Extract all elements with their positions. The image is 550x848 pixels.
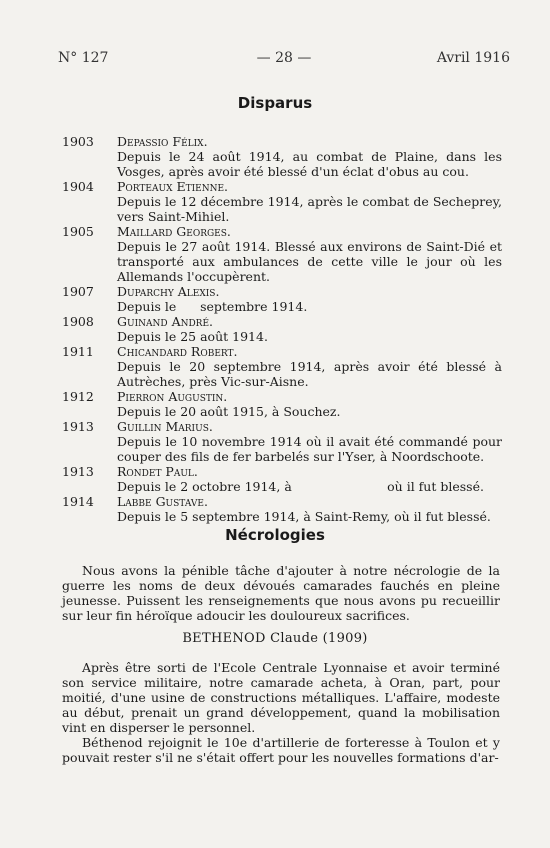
entry-description: Depuis le 20 août 1915, à Souchez.	[117, 404, 341, 419]
entry-description: Depuis le 10 novembre 1914 où il avait été commandé pour couper des fils de fer barbelés sur l'Yser, à Noordschoote.	[117, 434, 506, 464]
disparus-entry	[62, 419, 506, 464]
entry-name: Maillard Georges.	[117, 224, 231, 239]
disparus-entry	[62, 284, 502, 314]
entry-description: Depuis le 25 août 1914.	[117, 329, 268, 344]
disparus-entry	[62, 464, 502, 494]
disparus-entry	[62, 494, 502, 524]
page-number: — 28 —	[256, 50, 312, 66]
entry-year: 1911	[62, 344, 94, 359]
entry-name: Duparchy Alexis.	[117, 284, 220, 299]
entry-name: Pierron Augustin.	[117, 389, 228, 404]
bethenod-paragraph-2: Béthenod rejoignit le 10e d'artillerie de forteresse à Toulon et y pouvait rester s'il ne s'était offert pour les nouvelles formations d'ar-	[62, 735, 500, 765]
entry-heading-row	[62, 419, 502, 434]
entry-heading-row	[62, 344, 502, 359]
entry-year: 1908	[62, 314, 94, 329]
person-heading: BETHENOD Claude (1909)	[182, 631, 368, 646]
entry-description: Depuis le septembre 1914.	[117, 299, 308, 314]
entry-description: Depuis le 20 septembre 1914, après avoir été blessé à Autrèches, près Vic-sur-Aisne.	[117, 359, 506, 389]
entry-year: 1913	[62, 419, 94, 434]
entry-heading-row	[62, 314, 502, 329]
entry-year: 1913	[62, 464, 94, 479]
entry-heading-row	[62, 284, 502, 299]
entry-heading-row	[62, 389, 502, 404]
entry-year: 1907	[62, 284, 94, 299]
entry-description: Depuis le 12 décembre 1914, après le combat de Secheprey, vers Saint-Mihiel.	[117, 194, 506, 224]
entry-heading-row	[62, 494, 502, 509]
issue-number: N° 127	[58, 50, 109, 66]
entry-heading-row	[62, 134, 502, 149]
issue-date: Avril 1916	[436, 50, 510, 66]
entry-year: 1912	[62, 389, 94, 404]
entry-year: 1904	[62, 179, 94, 194]
bethenod-text	[62, 660, 500, 765]
entry-name: Labbe Gustave.	[117, 494, 208, 509]
bethenod-paragraph-1: Après être sorti de l'Ecole Centrale Lyonnaise et avoir terminé son service militaire, notre camarade acheta, à Oran, part, pour moitié, d'une usine de constructions métalliques. L'affaire, modeste au début, prenait un grand développement, quand la mobilisation vint en disperser le personnel.	[62, 660, 500, 735]
entry-description: Depuis le 2 octobre 1914, à où il fut blessé.	[117, 479, 484, 494]
entry-year: 1903	[62, 134, 94, 149]
necrologies-title: Nécrologies	[225, 526, 325, 544]
disparus-entry	[62, 314, 502, 344]
entry-description: Depuis le 24 août 1914, au combat de Plaine, dans les Vosges, après avoir été blessé d'un éclat d'obus au cou.	[117, 149, 506, 179]
entry-name: Porteaux Etienne.	[117, 179, 228, 194]
entry-heading-row	[62, 179, 502, 194]
entry-name: Guillin Marius.	[117, 419, 213, 434]
entry-heading-row	[62, 464, 502, 479]
entry-description: Depuis le 27 août 1914. Blessé aux environs de Saint-Dié et transporté aux ambulances de cette ville le jour où les Allemands l'occupèrent.	[117, 239, 506, 284]
entry-name: Guinand André.	[117, 314, 214, 329]
disparus-title: Disparus	[237, 94, 313, 112]
entry-name: Chicandard Robert.	[117, 344, 238, 359]
entry-description: Depuis le 5 septembre 1914, à Saint-Remy, où il fut blessé.	[117, 509, 491, 524]
disparus-entry	[62, 179, 506, 224]
disparus-entry	[62, 344, 506, 389]
disparus-list	[62, 134, 506, 524]
entry-name: Depassio Félix.	[117, 134, 208, 149]
entry-year: 1905	[62, 224, 94, 239]
intro-paragraph: Nous avons la pénible tâche d'ajouter à notre nécrologie de la guerre les noms de deux dévoués camarades fauchés en pleine jeunesse. Puissent les renseignements que nous avons pu recueillir sur leur fin héroïque adoucir les douloureux sacrifices.	[62, 563, 500, 623]
entry-heading-row	[62, 224, 502, 239]
disparus-entry	[62, 224, 506, 284]
disparus-entry	[62, 389, 502, 419]
entry-name: Rondet Paul.	[117, 464, 198, 479]
entry-year: 1914	[62, 494, 94, 509]
necrologies-intro	[62, 563, 500, 623]
disparus-entry	[62, 134, 506, 179]
